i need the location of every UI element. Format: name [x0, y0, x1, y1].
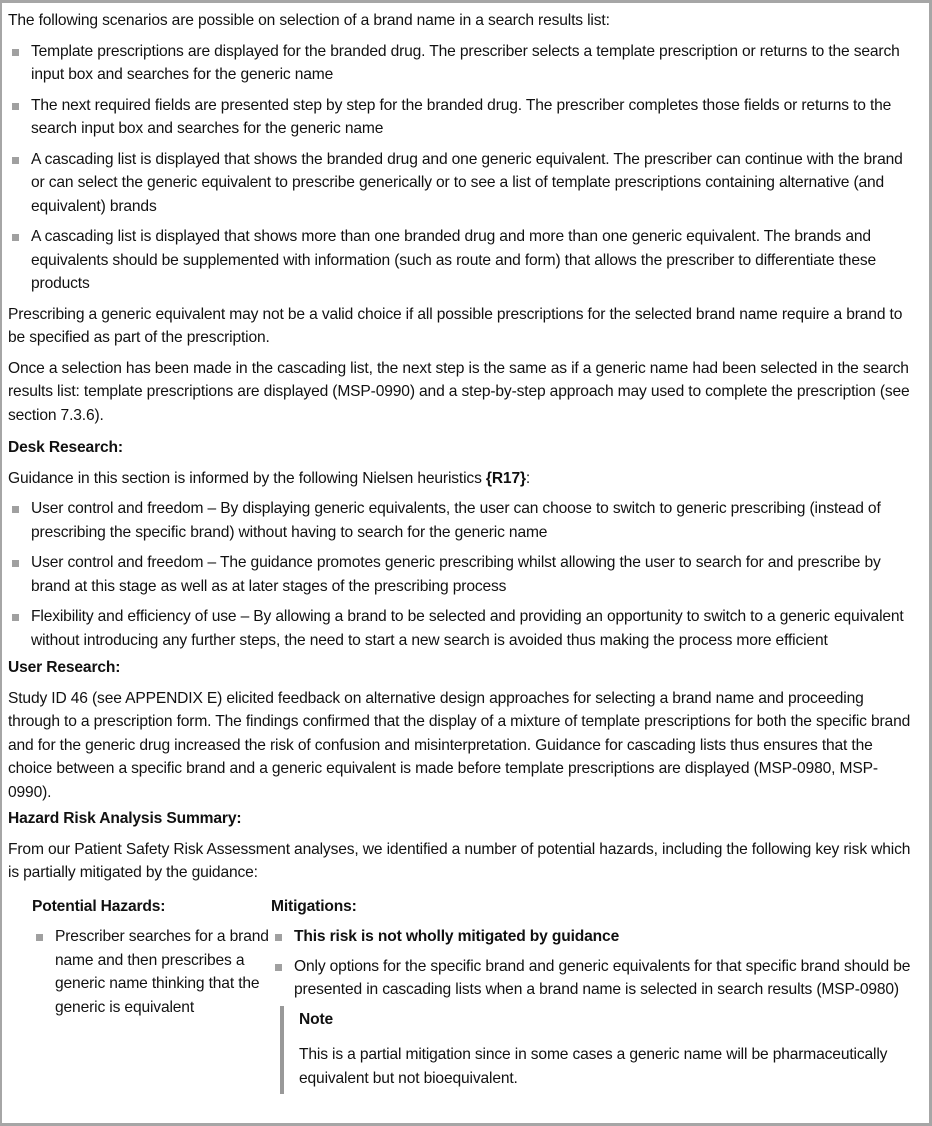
list-item: Flexibility and efficiency of use – By allowing a brand to be selected and providing an opportunity to switch to a generic equivalent without introducing any further steps, the need to start a new search is avoided thus making the process more efficient	[8, 605, 919, 652]
square-bullet-icon	[36, 934, 43, 941]
hazards-list	[32, 925, 271, 1019]
square-bullet-icon	[12, 157, 19, 164]
desk-research-intro: Guidance in this section is informed by the following Nielsen heuristics {R17}:	[8, 469, 531, 487]
square-bullet-icon	[12, 614, 19, 621]
square-bullet-icon	[12, 103, 19, 110]
list-item: This risk is not wholly mitigated by guidance	[271, 925, 919, 949]
list-item: A cascading list is displayed that shows the branded drug and one generic equivalent. The prescriber can continue with the brand or can select the generic equivalent to prescribe generically or to see a list of template prescriptions containing alternative (and equivalent) brands	[8, 148, 919, 219]
list-item: User control and freedom – By displaying generic equivalents, the user can choose to switch to generic prescribing (instead of prescribing the specific brand) without having to search for the generic name	[8, 497, 919, 544]
list-item: The next required fields are presented step by step for the branded drug. The prescriber completes those fields or returns to the search input box and searches for the generic name	[8, 94, 919, 141]
note-body: This is a partial mitigation since in some cases a generic name will be pharmaceutically equivalent but not bioequivalent.	[299, 1046, 888, 1087]
generic-validity-paragraph: Prescribing a generic equivalent may not be a valid choice if all possible prescriptions for the selected brand name require a brand to be specified as part of the prescription.	[8, 305, 903, 346]
note-callout	[280, 1006, 919, 1095]
list-item: User control and freedom – The guidance promotes generic prescribing whilst allowing the user to search for and prescribe by brand at this stage as well as at later stages of the prescribing process	[8, 551, 919, 598]
mitigations-list	[271, 925, 919, 1002]
hazard-heading: Hazard Risk Analysis Summary:	[8, 810, 242, 827]
mitigations-column-heading: Mitigations:	[271, 897, 357, 915]
hazards-column	[32, 895, 271, 1095]
scenarios-intro: The following scenarios are possible on selection of a brand name in a search results list:	[8, 12, 610, 29]
square-bullet-icon	[275, 934, 282, 941]
square-bullet-icon	[12, 49, 19, 56]
desk-research-heading: Desk Research:	[8, 439, 123, 456]
mitigations-column	[271, 895, 919, 1095]
hazards-column-heading: Potential Hazards:	[32, 897, 166, 915]
list-item: Template prescriptions are displayed for the branded drug. The prescriber selects a template prescription or returns to the search input box and searches for the generic name	[8, 40, 919, 87]
heuristics-list	[8, 497, 919, 652]
user-research-body: Study ID 46 (see APPENDIX E) elicited feedback on alternative design approaches for selecting a brand name and proceeding through to a prescription form. The findings confirmed that the display of a mixture of template prescriptions for both the specific brand and for the generic drug increased the risk of confusion and misinterpretation. Guidance for cascading lists thus ensures that the choice between a specific brand and a generic equivalent is made before template prescriptions are displayed (MSP-0980, MSP-0990).	[8, 689, 911, 801]
list-item: Prescriber searches for a brand name and then prescribes a generic name thinking that the generic is equivalent	[32, 925, 271, 1019]
square-bullet-icon	[12, 234, 19, 241]
hazard-table	[8, 895, 919, 1095]
square-bullet-icon	[275, 964, 282, 971]
note-title: Note	[299, 1010, 334, 1028]
hazard-intro: From our Patient Safety Risk Assessment analyses, we identified a number of potential hazards, including the following key risk which is partially mitigated by the guidance:	[8, 840, 911, 881]
list-item: Only options for the specific brand and generic equivalents for that specific brand should be presented in cascading lists when a brand name is selected in search results (MSP-0980)	[271, 955, 919, 1002]
square-bullet-icon	[12, 560, 19, 567]
square-bullet-icon	[12, 506, 19, 513]
user-research-heading: User Research:	[8, 659, 121, 676]
scenarios-list	[8, 40, 919, 296]
reference-tag: {R17}	[485, 469, 526, 487]
selection-paragraph: Once a selection has been made in the cascading list, the next step is the same as if a generic name had been selected in the search results list: template prescriptions are displayed (MSP-0990) and a step-by-step approach may used to complete the prescription (see section 7.3.6).	[8, 359, 910, 424]
list-item: A cascading list is displayed that shows more than one branded drug and more than one generic equivalent. The brands and equivalents should be supplemented with information (such as route and form) that allows the prescriber to differentiate these products	[8, 225, 919, 296]
